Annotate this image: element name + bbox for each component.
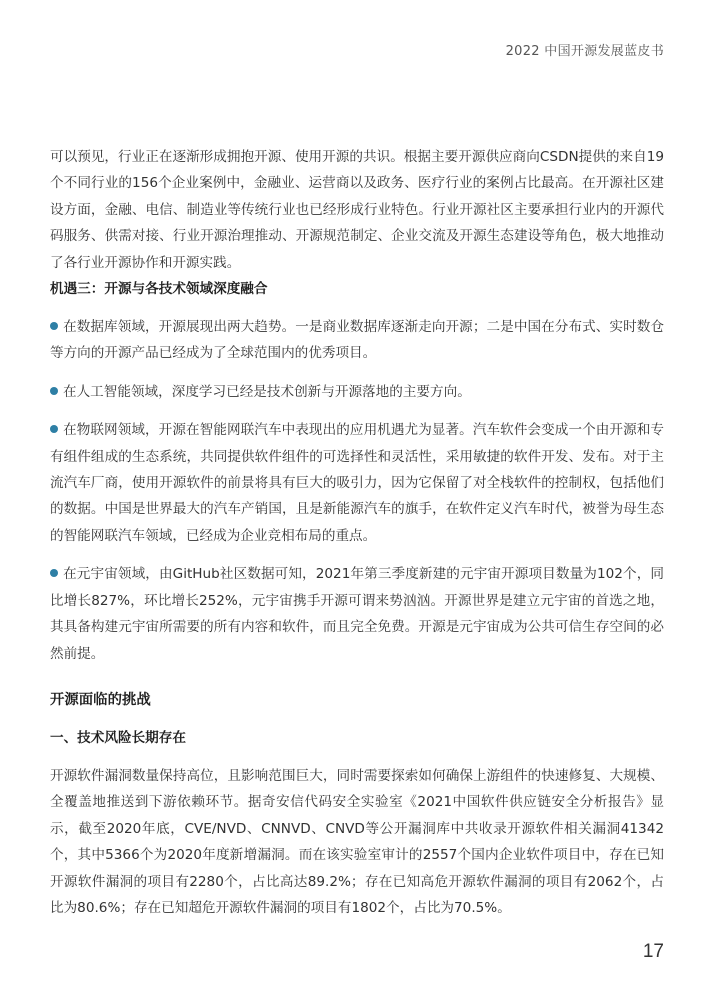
bullet-iot bbox=[50, 417, 664, 549]
bullet-dot-icon bbox=[50, 387, 58, 395]
challenges-heading: 开源面临的挑战 bbox=[50, 691, 151, 708]
bullet-iot-text: 在物联网领域，开源在智能网联汽车中表现出的应用机遇尤为显著。汽车软件会变成一个由开源和专有组件组成的生态系统，共同提供软件组件的可选择性和灵活性，采用敏捷的软件开发、发布。对于主流汽车厂商，使用开源软件的前景将具有巨大的吸引力，因为它保留了对全栈软件的控制权，包括他们的数据。中国是世界最大的汽车产销国，且是新能源汽车的旗手，在软件定义汽车时代，被誉为母生态的智能网联汽车领域，已经成为企业竞相布局的重点。 bbox=[50, 422, 664, 544]
challenge-one-heading: 一、技术风险长期存在 bbox=[50, 729, 186, 746]
bullet-dot-icon bbox=[50, 425, 58, 433]
bullet-dot-icon bbox=[50, 322, 58, 330]
bullet-metaverse-text: 在元宇宙领域，由GitHub社区数据可知，2021年第三季度新建的元宇宙开源项目数量为102个，同比增长827%，环比增长252%，元宇宙携手开源可谓来势汹汹。开源世界是建立元宇宙的首选之地，其具备构建元宇宙所需要的所有内容和软件，而且完全免费。开源是元宇宙成为公共可信生存空间的必然前提。 bbox=[50, 566, 664, 662]
bullet-ai-text: 在人工智能领域，深度学习已经是技术创新与开源落地的主要方向。 bbox=[63, 383, 471, 400]
bullet-database-text: 在数据库领域，开源展现出两大趋势。一是商业数据库逐渐走向开源；二是中国在分布式、实时数仓等方向的开源产品已经成为了全球范围内的优秀项目。 bbox=[50, 319, 664, 362]
bullet-database bbox=[50, 314, 664, 367]
bullet-dot-icon bbox=[50, 569, 58, 577]
bullet-ai bbox=[50, 379, 664, 405]
paragraph-industry-consensus: 可以预见，行业正在逐渐形成拥抱开源、使用开源的共识。根据主要开源供应商向CSDN提供的来自19个不同行业的156个企业案例中，金融业、运营商以及政务、医疗行业的案例占比最高。在开源社区建设方面，金融、电信、制造业等传统行业也已经形成行业特色。行业开源社区主要承担行业内的开源代码服务、供需对接、行业开源治理推动、开源规范制定、企业交流及开源生态建设等角色，极大地推动了各行业开源协作和开源实践。 bbox=[50, 149, 664, 271]
opportunity-three-heading: 机遇三：开源与各技术领域深度融合 bbox=[50, 281, 268, 298]
page-number: 17 bbox=[642, 941, 664, 962]
running-header: 2022 中国开源发展蓝皮书 bbox=[505, 44, 664, 59]
page-body bbox=[50, 144, 664, 921]
bullet-metaverse bbox=[50, 561, 664, 667]
paragraph-vulnerabilities: 开源软件漏洞数量保持高位，且影响范围巨大，同时需要探索如何确保上游组件的快速修复、大规模、全覆盖地推送到下游依赖环节。据奇安信代码安全实验室《2021中国软件供应链安全分析报告》显示，截至2020年底，CVE/NVD、CNNVD、CNVD等公开漏洞库中共收录开源软件相关漏洞41342个，其中5366个为2020年度新增漏洞。而在该实验室审计的2557个国内企业软件项目中，存在已知开源软件漏洞的项目有2280个，占比高达89.2%；存在已知高危开源软件漏洞的项目有2062个，占比为80.6%；存在已知超危开源软件漏洞的项目有1802个，占比为70.5%。 bbox=[50, 767, 664, 916]
